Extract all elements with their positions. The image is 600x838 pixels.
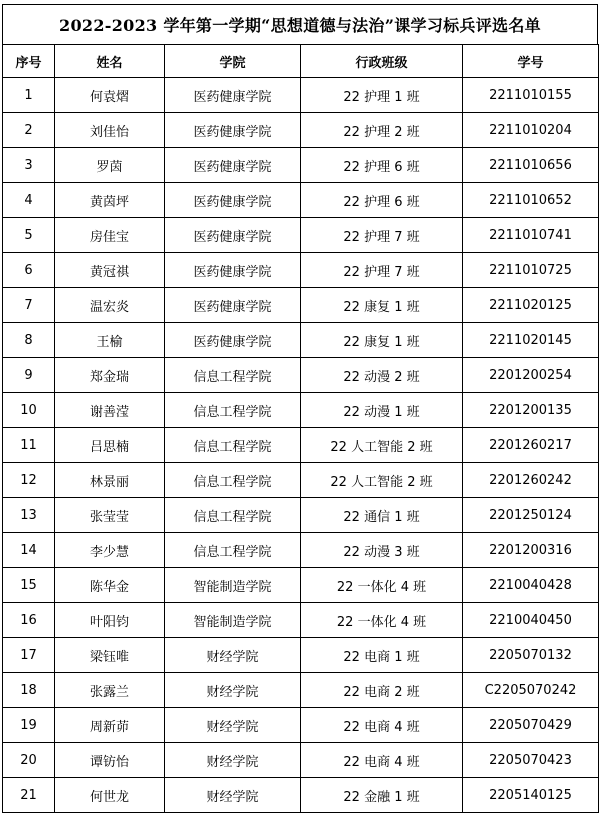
cell-name: 刘佳怡 [55,113,165,148]
cell-serial-number: 10 [3,393,55,428]
cell-college: 财经学院 [165,673,301,708]
cell-college: 医药健康学院 [165,288,301,323]
cell-student-id: 2211010656 [463,148,599,183]
cell-college: 医药健康学院 [165,148,301,183]
cell-class: 22 动漫 1 班 [301,393,463,428]
cell-student-id: C2205070242 [463,673,599,708]
cell-name: 黄茵坪 [55,183,165,218]
cell-student-id: 2211020145 [463,323,599,358]
cell-serial-number: 17 [3,638,55,673]
cell-name: 房佳宝 [55,218,165,253]
cell-serial-number: 2 [3,113,55,148]
cell-name: 何世龙 [55,778,165,813]
cell-name: 梁钰唯 [55,638,165,673]
cell-class: 22 电商 4 班 [301,743,463,778]
cell-class: 22 护理 6 班 [301,148,463,183]
cell-college: 医药健康学院 [165,78,301,113]
cell-class: 22 金融 1 班 [301,778,463,813]
cell-student-id: 2201260242 [463,463,599,498]
cell-serial-number: 20 [3,743,55,778]
cell-name: 张露兰 [55,673,165,708]
cell-class: 22 一体化 4 班 [301,568,463,603]
table-row [3,778,599,813]
cell-class: 22 护理 7 班 [301,218,463,253]
cell-name: 叶阳钧 [55,603,165,638]
cell-class: 22 电商 1 班 [301,638,463,673]
cell-class: 22 人工智能 2 班 [301,463,463,498]
cell-name: 周新茆 [55,708,165,743]
table-row [3,78,599,113]
table-row [3,743,599,778]
cell-class: 22 一体化 4 班 [301,603,463,638]
cell-serial-number: 4 [3,183,55,218]
cell-serial-number: 6 [3,253,55,288]
cell-name: 谭钫怡 [55,743,165,778]
table-row [3,428,599,463]
roster-table [2,44,599,813]
cell-serial-number: 5 [3,218,55,253]
header-class: 行政班级 [301,45,463,78]
cell-name: 李少慧 [55,533,165,568]
document-title: 2022-2023 学年第一学期“思想道德与法治”课学习标兵评选名单 [2,4,598,44]
table-row [3,708,599,743]
cell-name: 吕思楠 [55,428,165,463]
cell-class: 22 康复 1 班 [301,288,463,323]
table-row [3,183,599,218]
cell-serial-number: 8 [3,323,55,358]
cell-student-id: 2210040450 [463,603,599,638]
cell-name: 谢善滢 [55,393,165,428]
cell-student-id: 2205070429 [463,708,599,743]
cell-college: 信息工程学院 [165,533,301,568]
cell-college: 信息工程学院 [165,498,301,533]
cell-name: 王榆 [55,323,165,358]
cell-student-id: 2201200316 [463,533,599,568]
cell-serial-number: 15 [3,568,55,603]
cell-name: 罗茵 [55,148,165,183]
cell-name: 郑金瑞 [55,358,165,393]
cell-class: 22 动漫 2 班 [301,358,463,393]
table-row [3,638,599,673]
cell-college: 医药健康学院 [165,113,301,148]
table-body [3,78,599,813]
cell-student-id: 2205070423 [463,743,599,778]
table-header-row [3,45,599,78]
cell-student-id: 2201200254 [463,358,599,393]
cell-student-id: 2201250124 [463,498,599,533]
cell-serial-number: 14 [3,533,55,568]
header-name: 姓名 [55,45,165,78]
cell-class: 22 人工智能 2 班 [301,428,463,463]
cell-student-id: 2211010725 [463,253,599,288]
cell-serial-number: 9 [3,358,55,393]
cell-college: 财经学院 [165,638,301,673]
cell-student-id: 2210040428 [463,568,599,603]
cell-college: 财经学院 [165,708,301,743]
table-row [3,288,599,323]
cell-student-id: 2211010155 [463,78,599,113]
cell-name: 张莹莹 [55,498,165,533]
cell-college: 财经学院 [165,743,301,778]
cell-serial-number: 11 [3,428,55,463]
table-row [3,358,599,393]
cell-class: 22 通信 1 班 [301,498,463,533]
table-row [3,498,599,533]
cell-name: 黄冠祺 [55,253,165,288]
cell-serial-number: 7 [3,288,55,323]
table-row [3,148,599,183]
cell-college: 信息工程学院 [165,358,301,393]
cell-name: 何袁熠 [55,78,165,113]
cell-serial-number: 3 [3,148,55,183]
table-row [3,113,599,148]
cell-name: 陈华金 [55,568,165,603]
cell-class: 22 护理 6 班 [301,183,463,218]
cell-college: 财经学院 [165,778,301,813]
header-serial-number: 序号 [3,45,55,78]
cell-college: 信息工程学院 [165,463,301,498]
header-student-id: 学号 [463,45,599,78]
table-row [3,568,599,603]
cell-serial-number: 12 [3,463,55,498]
table-row [3,323,599,358]
cell-college: 医药健康学院 [165,323,301,358]
cell-student-id: 2201260217 [463,428,599,463]
cell-student-id: 2205140125 [463,778,599,813]
table-row [3,218,599,253]
cell-student-id: 2211010204 [463,113,599,148]
table-row [3,253,599,288]
table-row [3,603,599,638]
cell-college: 医药健康学院 [165,183,301,218]
cell-serial-number: 16 [3,603,55,638]
cell-class: 22 康复 1 班 [301,323,463,358]
cell-class: 22 护理 1 班 [301,78,463,113]
cell-student-id: 2211010741 [463,218,599,253]
cell-college: 信息工程学院 [165,428,301,463]
cell-student-id: 2211020125 [463,288,599,323]
table-row [3,463,599,498]
cell-college: 智能制造学院 [165,568,301,603]
table-row [3,673,599,708]
cell-student-id: 2201200135 [463,393,599,428]
cell-college: 医药健康学院 [165,218,301,253]
cell-serial-number: 1 [3,78,55,113]
cell-class: 22 护理 2 班 [301,113,463,148]
cell-class: 22 电商 4 班 [301,708,463,743]
cell-class: 22 动漫 3 班 [301,533,463,568]
cell-name: 温宏炎 [55,288,165,323]
cell-student-id: 2211010652 [463,183,599,218]
header-college: 学院 [165,45,301,78]
cell-name: 林景丽 [55,463,165,498]
cell-serial-number: 21 [3,778,55,813]
cell-student-id: 2205070132 [463,638,599,673]
cell-class: 22 护理 7 班 [301,253,463,288]
cell-serial-number: 13 [3,498,55,533]
cell-serial-number: 19 [3,708,55,743]
cell-college: 医药健康学院 [165,253,301,288]
table-row [3,393,599,428]
cell-college: 信息工程学院 [165,393,301,428]
table-row [3,533,599,568]
cell-class: 22 电商 2 班 [301,673,463,708]
cell-college: 智能制造学院 [165,603,301,638]
cell-serial-number: 18 [3,673,55,708]
